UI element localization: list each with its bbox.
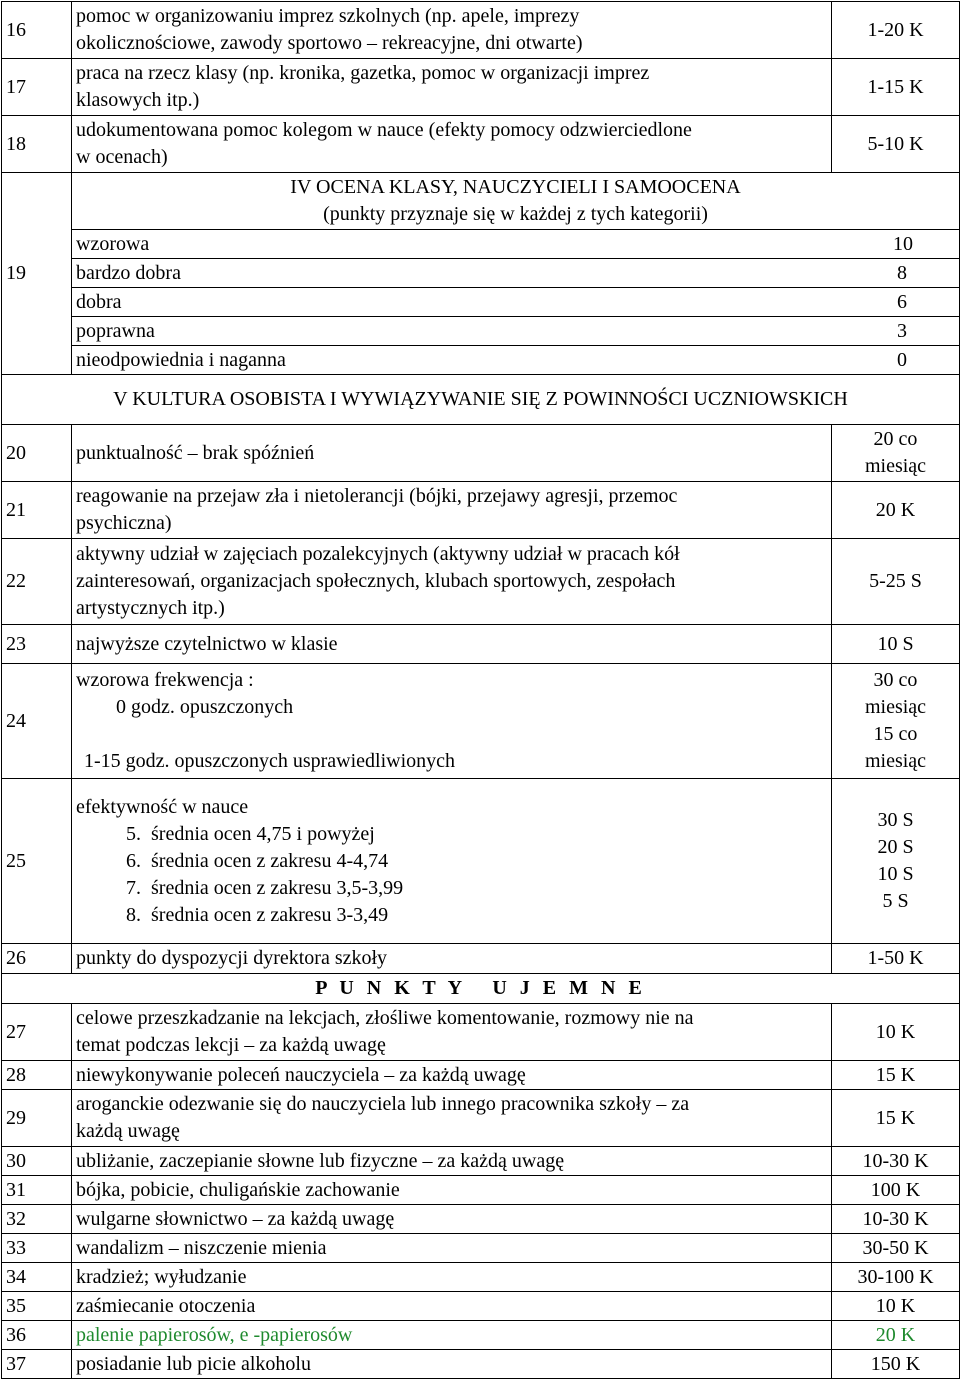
row-points: 10-30 K xyxy=(832,1147,960,1176)
row-description: punkty do dyspozycji dyrektora szkoły xyxy=(72,944,832,974)
row-description: bójka, pobicie, chuligańskie zachowanie xyxy=(72,1176,832,1205)
row-number: 30 xyxy=(2,1147,72,1176)
row-description: wulgarne słownictwo – za każdą uwagę xyxy=(72,1205,832,1234)
grade-row xyxy=(2,230,960,259)
table-row xyxy=(2,1350,960,1379)
row-description: wandalizm – niszczenie mienia xyxy=(72,1234,832,1263)
table-row xyxy=(2,664,960,779)
row-number: 19 xyxy=(2,173,72,375)
row-points: 20 K xyxy=(832,1321,960,1350)
table-row xyxy=(2,2,960,59)
row-number: 16 xyxy=(2,2,72,59)
table-row xyxy=(2,944,960,974)
row-points: 30-50 K xyxy=(832,1234,960,1263)
row-points: 10 K xyxy=(832,1004,960,1061)
row-number: 23 xyxy=(2,625,72,664)
section-header-row xyxy=(2,173,960,230)
list-item: 5. średnia ocen 4,75 i powyżej xyxy=(126,822,375,845)
row-points: 5-25 S xyxy=(832,539,960,625)
row-number: 25 xyxy=(2,779,72,944)
attendance-item: 1-15 godz. opuszczonych usprawiedliwionych xyxy=(84,750,456,772)
row-points: 5-10 K xyxy=(832,116,960,173)
list-item: 7. średnia ocen z zakresu 3,5-3,99 xyxy=(126,876,404,899)
table-row xyxy=(2,425,960,482)
section-title-text: IV OCENA KLASY, NAUCZYCIELI I SAMOOCENA xyxy=(290,176,741,198)
grade-points: 0 xyxy=(897,348,907,371)
row-description: celowe przeszkadzanie na lekcjach, złośliwe komentowanie, rozmowy nie na temat podczas lekcji – za każdą uwagę xyxy=(72,1004,832,1061)
grade-points: 8 xyxy=(897,261,907,284)
attendance-item: 0 godz. opuszczonych xyxy=(116,696,294,718)
grade-label: dobra xyxy=(76,290,122,313)
row-number: 28 xyxy=(2,1061,72,1090)
section-title: V KULTURA OSOBISTA I WYWIĄZYWANIE SIĘ Z POWINNOŚCI UCZNIOWSKICH xyxy=(2,375,960,425)
row-description: ubliżanie, zaczepianie słowne lub fizyczne – za każdą uwagę xyxy=(72,1147,832,1176)
row-points: 15 K xyxy=(832,1061,960,1090)
row-points: 30-100 K xyxy=(832,1263,960,1292)
row-points: 10-30 K xyxy=(832,1205,960,1234)
attendance-title: wzorowa frekwencja : xyxy=(76,669,254,691)
row-number: 29 xyxy=(2,1090,72,1147)
row-points: 150 K xyxy=(832,1350,960,1379)
grade-row xyxy=(2,288,960,317)
row-description xyxy=(72,779,832,944)
table-row xyxy=(2,116,960,173)
table-row xyxy=(2,1234,960,1263)
grade-points: 10 xyxy=(893,232,913,255)
row-description: pomoc w organizowaniu imprez szkolnych (np. apele, imprezy okolicznościowe, zawody sportowo – rekreacyjne, dni otwarte) xyxy=(72,2,832,59)
table-row xyxy=(2,1321,960,1350)
row-number: 24 xyxy=(2,664,72,779)
row-description: punktualność – brak spóźnień xyxy=(72,425,832,482)
row-description: posiadanie lub picie alkoholu xyxy=(72,1350,832,1379)
list-item: 8. średnia ocen z zakresu 3-3,49 xyxy=(126,903,389,926)
row-description: aktywny udział w zajęciach pozalekcyjnych (aktywny udział w pracach kół zainteresowań, organizacjach społecznych, klubach sportowych, zespołach artystycznych itp.) xyxy=(72,539,832,625)
row-number: 18 xyxy=(2,116,72,173)
grade-points: 6 xyxy=(897,290,907,313)
table-row xyxy=(2,1004,960,1061)
row-number: 36 xyxy=(2,1321,72,1350)
grade-label: bardzo dobra xyxy=(76,261,181,284)
table-row xyxy=(2,539,960,625)
efficiency-title: efektywność w nauce xyxy=(76,795,249,818)
row-description: niewykonywanie poleceń nauczyciela – za każdą uwagę xyxy=(72,1061,832,1090)
grade-label: poprawna xyxy=(76,319,155,342)
row-number: 32 xyxy=(2,1205,72,1234)
row-description: palenie papierosów, e -papierosów xyxy=(72,1321,832,1350)
row-number: 20 xyxy=(2,425,72,482)
points-table xyxy=(1,1,960,1379)
grade-row xyxy=(2,259,960,288)
row-points: 1-20 K xyxy=(832,2,960,59)
row-points: 100 K xyxy=(832,1176,960,1205)
grade-label: wzorowa xyxy=(76,232,150,255)
row-number: 31 xyxy=(2,1176,72,1205)
section-header-row xyxy=(2,974,960,1004)
grade-row xyxy=(2,317,960,346)
row-number: 26 xyxy=(2,944,72,974)
row-number: 27 xyxy=(2,1004,72,1061)
table-row xyxy=(2,1147,960,1176)
row-points: 20 co miesiąc xyxy=(832,425,960,482)
table-row xyxy=(2,779,960,944)
row-number: 37 xyxy=(2,1350,72,1379)
row-number: 21 xyxy=(2,482,72,539)
row-points: 1-15 K xyxy=(832,59,960,116)
section-subtitle: (punkty przyznaje się w każdej z tych kategorii) xyxy=(323,203,708,225)
row-number: 34 xyxy=(2,1263,72,1292)
row-description: kradzież; wyłudzanie xyxy=(72,1263,832,1292)
row-points: 10 K xyxy=(832,1292,960,1321)
table-row xyxy=(2,1061,960,1090)
row-points: 20 K xyxy=(832,482,960,539)
section-header-row xyxy=(2,375,960,425)
row-points: 1-50 K xyxy=(832,944,960,974)
grade-label: nieodpowiednia i naganna xyxy=(76,348,286,371)
list-item: 6. średnia ocen z zakresu 4-4,74 xyxy=(126,849,389,872)
row-description: zaśmiecanie otoczenia xyxy=(72,1292,832,1321)
row-description: udokumentowana pomoc kolegom w nauce (efekty pomocy odzwierciedlone w ocenach) xyxy=(72,116,832,173)
row-description: reagowanie na przejaw zła i nietolerancji (bójki, przejawy agresji, przemoc psychiczna) xyxy=(72,482,832,539)
row-description xyxy=(72,664,832,779)
row-description: praca na rzecz klasy (np. kronika, gazetka, pomoc w organizacji imprez klasowych itp.) xyxy=(72,59,832,116)
grade-points: 3 xyxy=(897,319,907,342)
section-title xyxy=(72,173,960,230)
row-points: 30 S 20 S 10 S 5 S xyxy=(832,779,960,944)
table-row xyxy=(2,1176,960,1205)
row-description: aroganckie odezwanie się do nauczyciela lub innego pracownika szkoły – za każdą uwagę xyxy=(72,1090,832,1147)
row-number: 17 xyxy=(2,59,72,116)
table-row xyxy=(2,1205,960,1234)
table-row xyxy=(2,625,960,664)
table-row xyxy=(2,1263,960,1292)
table-row xyxy=(2,482,960,539)
grade-row xyxy=(2,346,960,375)
table-row xyxy=(2,59,960,116)
row-points: 15 K xyxy=(832,1090,960,1147)
row-number: 33 xyxy=(2,1234,72,1263)
row-points: 10 S xyxy=(832,625,960,664)
table-row xyxy=(2,1090,960,1147)
row-number: 22 xyxy=(2,539,72,625)
table-row xyxy=(2,1292,960,1321)
row-description: najwyższe czytelnictwo w klasie xyxy=(72,625,832,664)
row-points: 30 co miesiąc 15 co miesiąc xyxy=(832,664,960,779)
row-number: 35 xyxy=(2,1292,72,1321)
negative-points-title: P U N K T Y U J E M N E xyxy=(315,977,646,999)
